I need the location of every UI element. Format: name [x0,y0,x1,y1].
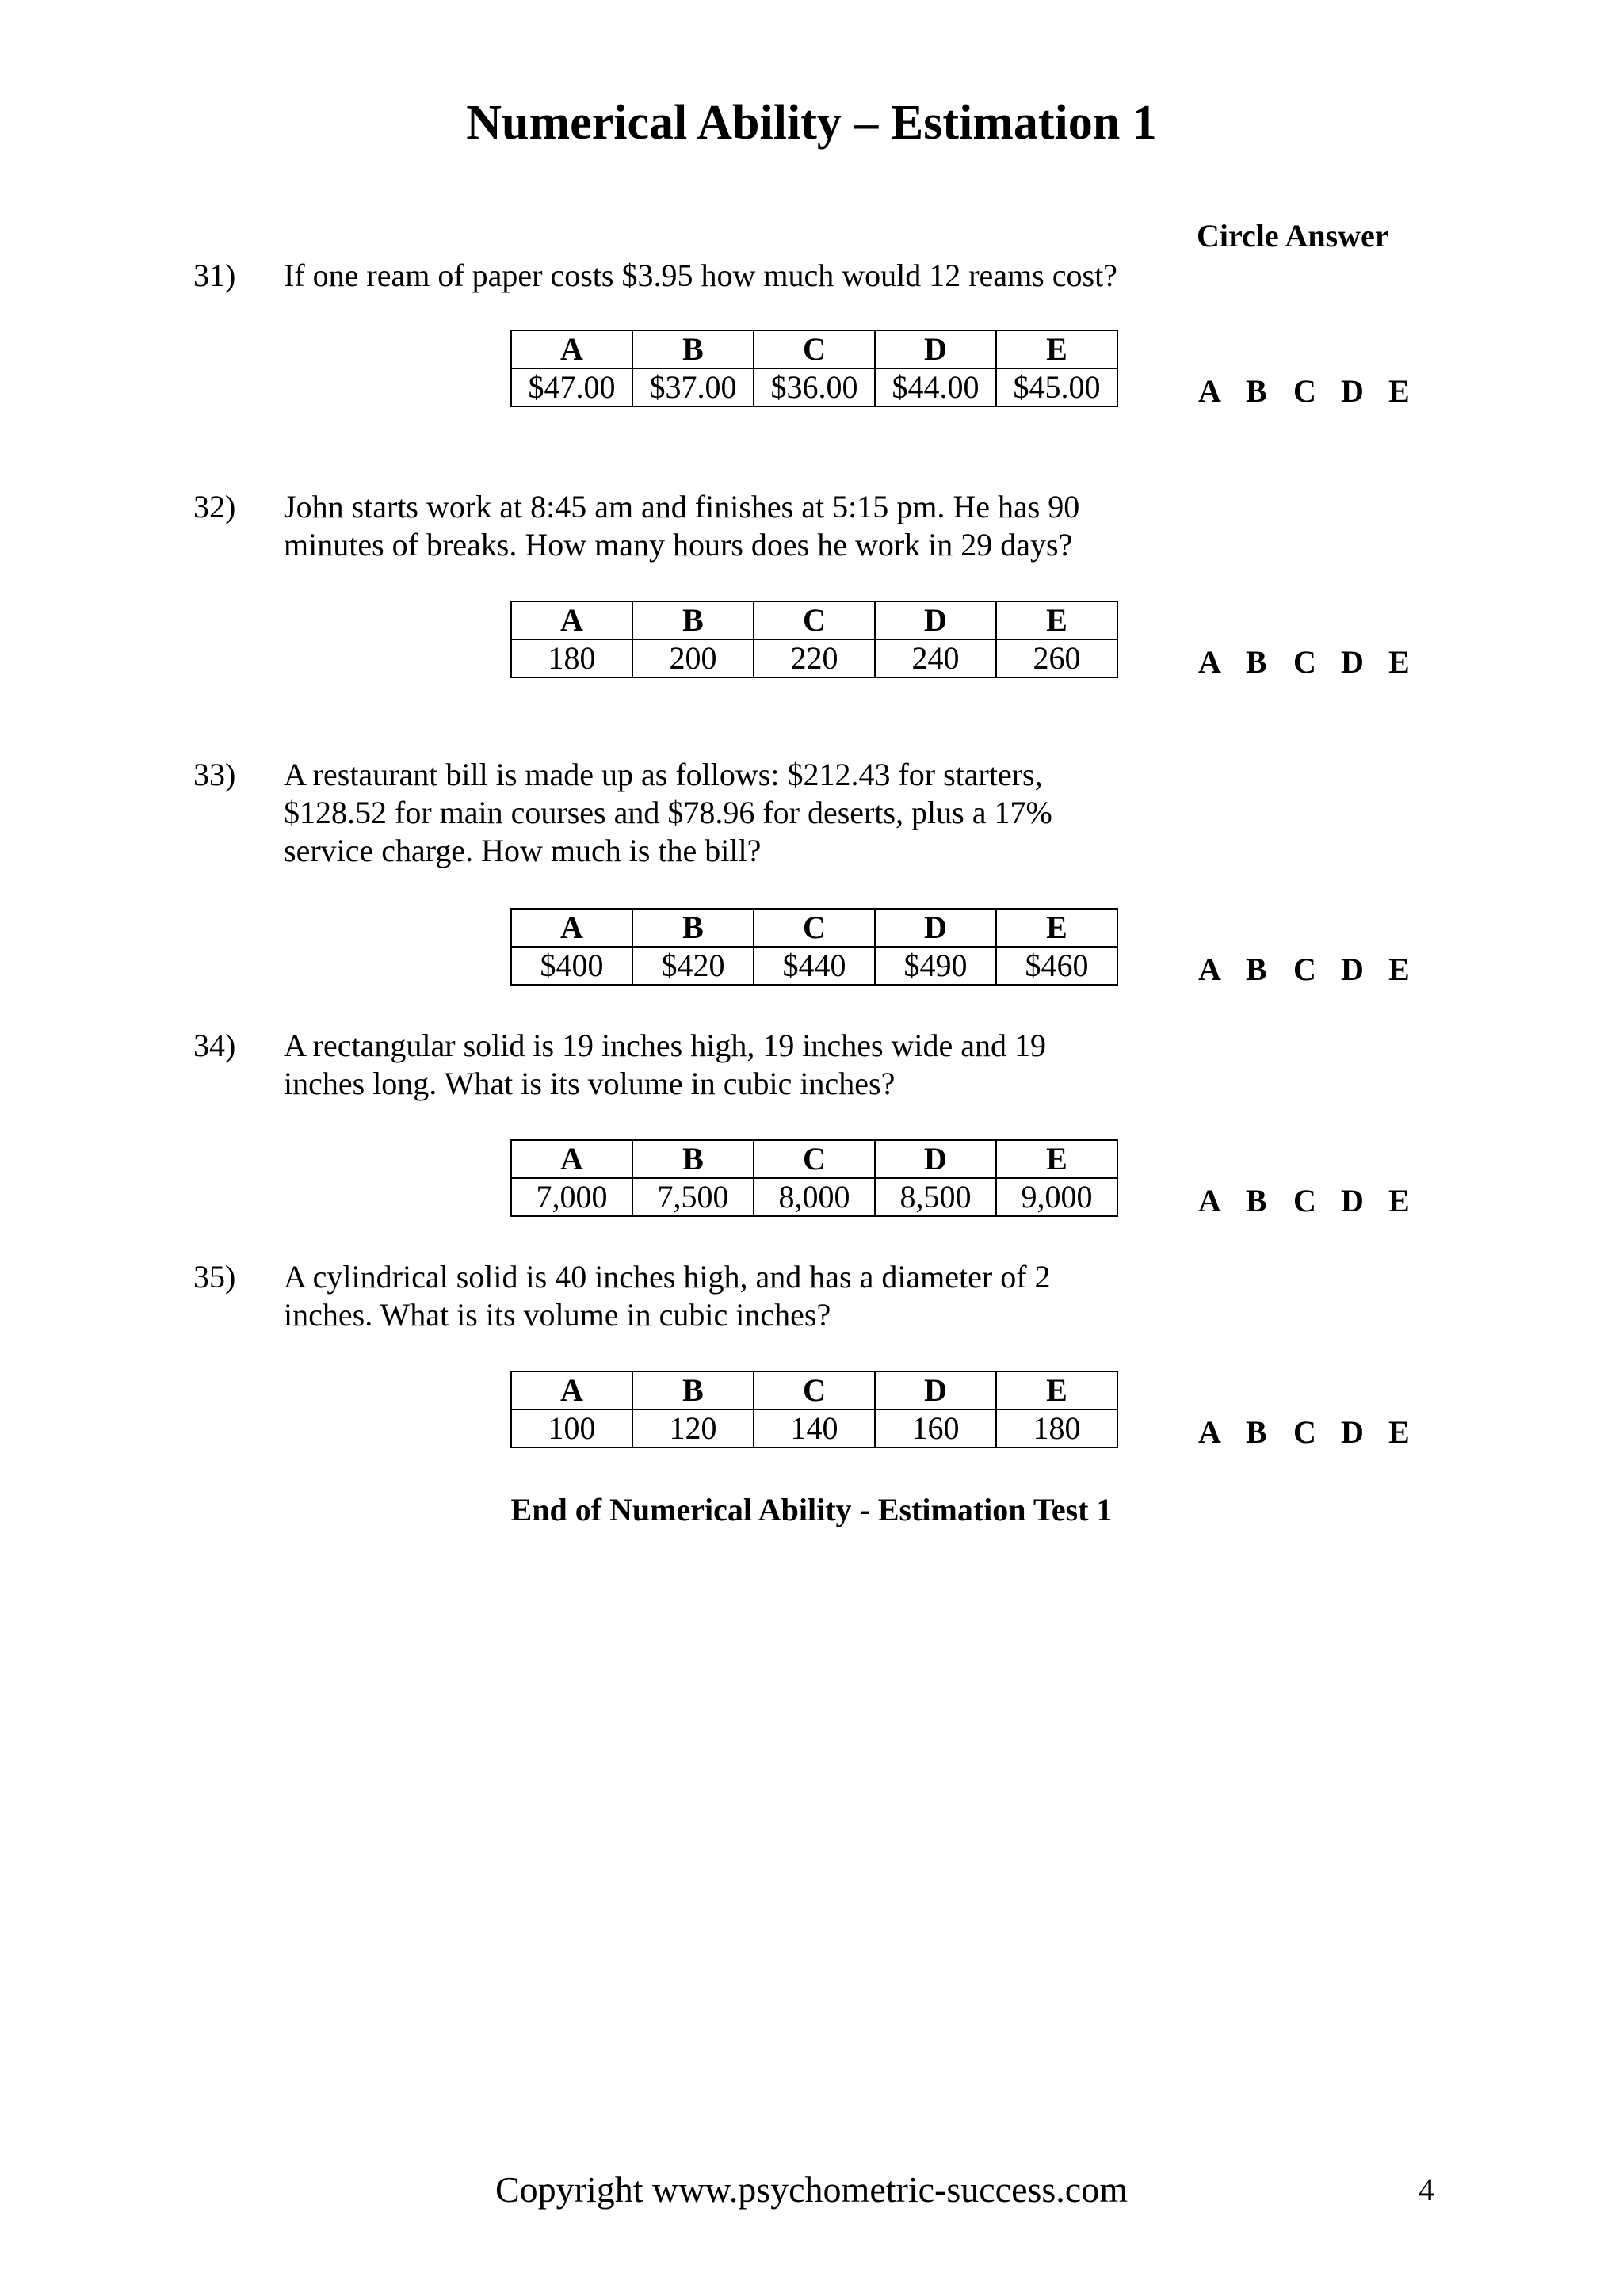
option-value-d: 240 [875,639,996,677]
option-value-d: $490 [875,947,996,985]
question-number: 31) [193,257,236,293]
option-value-e: 180 [996,1409,1117,1447]
question-text: John starts work at 8:45 am and finishes at 5:15 pm. He has 90 minutes of breaks. How many hours does he work in 29 days? [284,489,1080,563]
question-number: 34) [193,1028,236,1063]
circle-choice-d[interactable]: D [1341,1183,1364,1219]
option-value-c: 220 [754,639,875,677]
circle-choice-d[interactable]: D [1341,1414,1364,1450]
circle-choice-c[interactable]: C [1293,1183,1316,1219]
circle-choice-c[interactable]: C [1293,644,1316,680]
option-header-c: C [754,330,875,368]
circle-choice-e[interactable]: E [1388,1183,1410,1219]
circle-choice-b[interactable]: B [1246,644,1267,680]
option-value-c: $36.00 [754,368,875,406]
option-value-e: $460 [996,947,1117,985]
circle-choice-b[interactable]: B [1246,1183,1267,1219]
option-value-a: $400 [511,947,632,985]
option-header-d: D [875,909,996,947]
option-value-d: 160 [875,1409,996,1447]
options-value-row [511,1178,1117,1216]
circle-choice-a[interactable]: A [1198,1414,1221,1450]
circle-choice-a[interactable]: A [1198,1183,1221,1219]
options-header-row [511,1140,1117,1178]
option-header-d: D [875,601,996,639]
option-value-d: $44.00 [875,368,996,406]
option-value-e: 9,000 [996,1178,1117,1216]
option-header-e: E [996,601,1117,639]
option-header-c: C [754,1371,875,1409]
option-value-a: 100 [511,1409,632,1447]
option-header-e: E [996,1371,1117,1409]
option-value-a: $47.00 [511,368,632,406]
options-table [510,601,1118,678]
option-header-d: D [875,1371,996,1409]
options-value-row [511,639,1117,677]
options-table [510,1371,1118,1448]
option-header-b: B [632,909,754,947]
option-value-d: 8,500 [875,1178,996,1216]
question-number: 35) [193,1259,236,1295]
option-value-a: 180 [511,639,632,677]
circle-answer-choices [1198,372,1436,410]
page-title: Numerical Ability – Estimation 1 [466,96,1157,150]
option-value-b: 120 [632,1409,754,1447]
option-header-b: B [632,601,754,639]
option-header-c: C [754,1140,875,1178]
option-value-b: $37.00 [632,368,754,406]
circle-choice-d[interactable]: D [1341,644,1364,680]
option-header-d: D [875,330,996,368]
options-table [510,330,1118,407]
option-value-b: 200 [632,639,754,677]
question-text: If one ream of paper costs $3.95 how much would 12 reams cost? [284,257,1117,293]
option-header-b: B [632,1140,754,1178]
question-text: A cylindrical solid is 40 inches high, and has a diameter of 2 inches. What is its volume in cubic inches? [284,1259,1051,1333]
circle-answer-choices [1198,1413,1436,1451]
circle-answer-choices [1198,1182,1436,1220]
option-header-c: C [754,909,875,947]
circle-choice-e[interactable]: E [1388,644,1410,680]
option-value-c: 140 [754,1409,875,1447]
circle-choice-d[interactable]: D [1341,373,1364,409]
options-value-row [511,1409,1117,1447]
circle-answer-choices [1198,951,1436,989]
circle-choice-e[interactable]: E [1388,952,1410,987]
option-value-c: 8,000 [754,1178,875,1216]
option-value-c: $440 [754,947,875,985]
circle-choice-c[interactable]: C [1293,1414,1316,1450]
question-number: 32) [193,489,236,524]
circle-choice-d[interactable]: D [1341,952,1364,987]
option-header-d: D [875,1140,996,1178]
page-number: 4 [1419,2172,1434,2207]
circle-choice-b[interactable]: B [1246,1414,1267,1450]
option-header-e: E [996,1140,1117,1178]
circle-choice-c[interactable]: C [1293,373,1316,409]
circle-choice-e[interactable]: E [1388,1414,1410,1450]
option-value-e: 260 [996,639,1117,677]
question-text: A rectangular solid is 19 inches high, 19 inches wide and 19 inches long. What is its volume in cubic inches? [284,1028,1047,1101]
option-header-a: A [511,330,632,368]
circle-choice-c[interactable]: C [1293,952,1316,987]
options-value-row [511,947,1117,985]
option-header-b: B [632,330,754,368]
option-value-b: $420 [632,947,754,985]
options-header-row [511,909,1117,947]
circle-choice-a[interactable]: A [1198,952,1221,987]
option-header-a: A [511,601,632,639]
copyright-footer: Copyright www.psychometric-success.com [495,2169,1128,2210]
circle-choice-b[interactable]: B [1246,373,1267,409]
question-text: A restaurant bill is made up as follows: $212.43 for starters, $128.52 for main courses and $78.96 for deserts, plus a 17% service charge. How much is the bill? [284,757,1052,868]
circle-answer-choices [1198,643,1436,681]
option-value-e: $45.00 [996,368,1117,406]
option-value-a: 7,000 [511,1178,632,1216]
option-header-a: A [511,909,632,947]
question-number: 33) [193,757,236,792]
circle-choice-e[interactable]: E [1388,373,1410,409]
option-header-a: A [511,1371,632,1409]
options-header-row [511,1371,1117,1409]
options-table [510,908,1118,986]
end-of-test-text: End of Numerical Ability - Estimation Test 1 [510,1492,1113,1527]
circle-choice-a[interactable]: A [1198,644,1221,680]
option-header-b: B [632,1371,754,1409]
option-header-c: C [754,601,875,639]
options-header-row [511,330,1117,368]
circle-choice-b[interactable]: B [1246,952,1267,987]
circle-choice-a[interactable]: A [1198,373,1221,409]
option-header-a: A [511,1140,632,1178]
options-value-row [511,368,1117,406]
circle-answer-header: Circle Answer [1197,218,1389,254]
option-header-e: E [996,909,1117,947]
options-header-row [511,601,1117,639]
option-header-e: E [996,330,1117,368]
options-table [510,1139,1118,1217]
option-value-b: 7,500 [632,1178,754,1216]
